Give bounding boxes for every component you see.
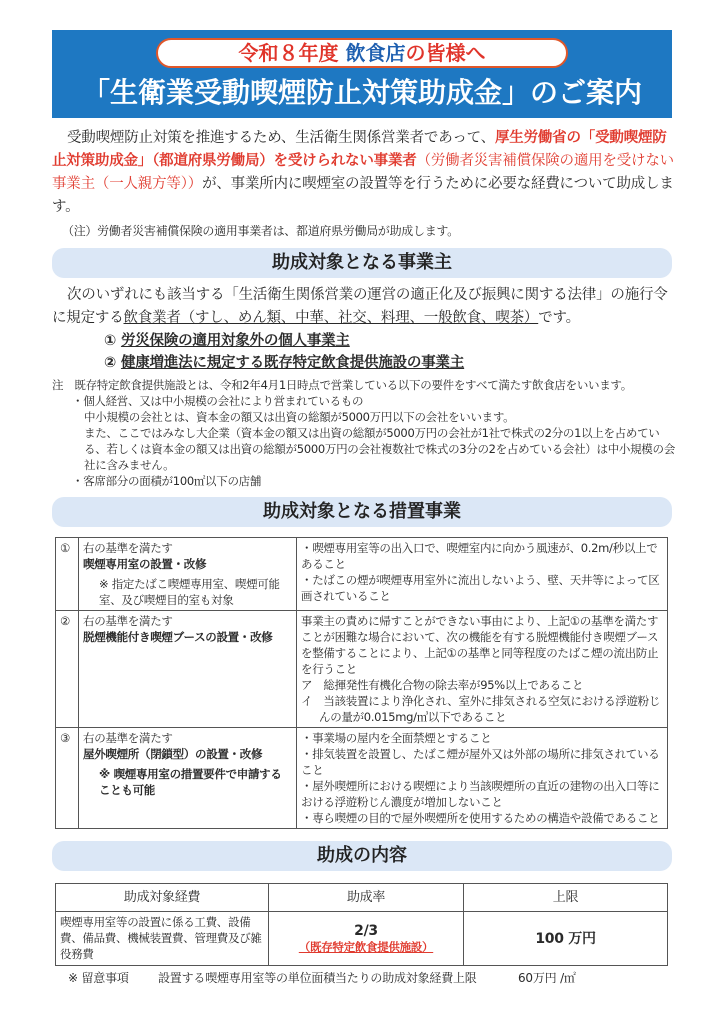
measure-note: ※ 指定たばこ喫煙専用室、喫煙可能室、及び喫煙目的室も対象 — [99, 577, 280, 607]
header-rate: 助成率 — [269, 884, 464, 912]
requirement-1-detail: 中小規模の会社とは、資本金の額又は出資の総額が5000万円以下の会社をいいます。 — [84, 410, 515, 424]
section-bar-measures: 助成対象となる措置事業 — [52, 497, 672, 527]
remark-row — [52, 969, 674, 987]
header-pill — [156, 38, 568, 68]
criterion: ・喫煙専用室等の出入口で、喫煙室内に向かう風速が、0.2m/秒以上であること — [301, 541, 658, 571]
measure-lead: 右の基準を満たす — [83, 731, 173, 745]
table-row — [56, 912, 668, 966]
criterion: ・屋外喫煙所における喫煙により当該喫煙所の直近の建物の出入口等における浮遊粉じん濃度が増加しないこと — [301, 779, 660, 809]
intro-text: 受動喫煙防止対策を推進するため、生活衛生関係営業者であって、 — [67, 130, 495, 146]
intro-paragraph — [52, 127, 674, 219]
criterion: ア 総揮発性有機化合物の除去率が95%以上であること — [301, 678, 584, 692]
note-label: 注 — [52, 378, 64, 392]
item-text: 労災保険の適用対象外の個人事業主 — [120, 333, 350, 349]
criterion: 事業主の責めに帰すことができない事由により、上記①の基準を満たすことが困難な場合において、次の機能を有する脱煙機能付き喫煙ブースを整備することにより、上記①の基準と同等程度のたばこ煙の流出防止を行うこと — [301, 614, 659, 676]
year-label: 令和８年度 — [238, 41, 346, 65]
eligibility-end: です。 — [538, 310, 580, 326]
eligible-business-types: 飲食業者（すし、めん類、中華、社交、料理、一般飲食、喫茶） — [123, 310, 539, 326]
section-bar-eligible-employers: 助成対象となる事業主 — [52, 248, 672, 278]
row-number: ① — [56, 538, 79, 611]
requirement-1-exclusion: また、ここではみなし大企業（資本金の額又は出資の総額が5000万円の会社が1社で株式の2分の1以上を占めている、若しくは資本金の額又は出資の総額が5000万円の会社複数社で株式の3分の2を占めている会社）は中小規模の会社に含みません。 — [84, 426, 675, 472]
header-banner — [52, 30, 672, 118]
row-number: ② — [56, 611, 79, 728]
measure-name: 脱煙機能付き喫煙ブースの設置・改修 — [83, 630, 273, 644]
criteria-cell — [297, 538, 668, 611]
remark-value: 60万円 /㎡ — [518, 971, 576, 985]
rate-cell — [269, 912, 464, 966]
measure-cell — [79, 611, 297, 728]
criterion: ・専ら喫煙の目的で屋外喫煙所を使用するための構造や設備であること — [301, 811, 660, 825]
eligibility-text: 次のいずれにも該当する「生活衛生関係営業の運営の適正化及び振興に関する法律」の施行令に規定する — [52, 287, 668, 326]
item-number: ① — [104, 333, 117, 349]
measure-lead: 右の基準を満たす — [83, 614, 173, 628]
requirement-1: ・個人経営、又は中小規模の会社により営まれているもの — [72, 394, 364, 408]
header-limit: 上限 — [464, 884, 668, 912]
greeting-label: の皆様へ — [405, 41, 486, 65]
header-cost: 助成対象経費 — [56, 884, 269, 912]
eligibility-item — [104, 352, 674, 374]
criteria-cell — [297, 611, 668, 728]
facility-note — [52, 377, 677, 489]
intro-text-2: が、事業所内に喫煙室の設置等を行うために必要な経費について助成します。 — [52, 176, 674, 215]
remark-text: 設置する喫煙専用室等の単位面積当たりの助成対象経費上限 — [158, 971, 477, 985]
section-bar-subsidy: 助成の内容 — [52, 841, 672, 871]
eligibility-paragraph — [52, 284, 674, 330]
eligible-costs: 喫煙専用室等の設置に係る工費、設備費、備品費、機械装置費、管理費及び雑役務費 — [56, 912, 269, 966]
measure-name: 屋外喫煙所（閉鎖型）の設置・改修 — [83, 747, 263, 761]
requirement-2: ・客席部分の面積が100㎡以下の店舗 — [72, 474, 262, 488]
subsidy-table — [55, 883, 668, 966]
item-text: 健康増進法に規定する既存特定飲食提供施設の事業主 — [120, 355, 465, 371]
row-number: ③ — [56, 728, 79, 829]
table-row — [56, 728, 668, 829]
note-text: 既存特定飲食提供施設とは、令和2年4月1日時点で営業している以下の要件をすべて満たす飲食店をいいます。 — [74, 378, 632, 392]
measure-lead: 右の基準を満たす — [83, 541, 173, 555]
measures-table — [55, 537, 668, 829]
measure-cell — [79, 538, 297, 611]
criterion: ・排気装置を設置し、たばこ煙が屋外又は外部の場所に排気されていること — [301, 747, 660, 777]
table-row — [56, 611, 668, 728]
criterion: イ 当該装置により浄化され、室外に排気される空気における浮遊粉じんの量が0.015mg/㎥以下であること — [301, 694, 661, 724]
criterion: ・事業場の屋内を全面禁煙とすること — [301, 731, 492, 745]
measure-cell — [79, 728, 297, 829]
rate-condition: （既存特定飲食提供施設） — [298, 939, 434, 954]
measure-note: ※ 喫煙専用室の措置要件で申請することも可能 — [99, 767, 282, 797]
intro-note: （注）労働者災害補償保険の適用事業者は、都道府県労働局が助成します。 — [62, 224, 459, 238]
table-row — [56, 538, 668, 611]
subsidy-limit: 100 万円 — [464, 912, 668, 966]
table-header-row — [56, 884, 668, 912]
intro-note-red: （労働者災害補償保険の適用を受けない事業主（一人親方等）） — [52, 153, 674, 192]
criterion: ・たばこの煙が喫煙専用室外に流出しないよう、壁、天井等によって区画されていること — [301, 573, 660, 603]
subsidy-rate: 2/3 — [354, 922, 378, 939]
criteria-cell — [297, 728, 668, 829]
audience-label: 飲食店 — [345, 41, 406, 65]
remark-label: ※ 留意事項 — [68, 971, 129, 985]
intro-highlight: 厚生労働省の「受動喫煙防止対策助成金」（都道府県労働局）を受けられない事業者 — [52, 130, 667, 169]
page-title: 「生衛業受動喫煙防止対策助成金」のご案内 — [81, 76, 642, 109]
item-number: ② — [104, 355, 117, 371]
eligibility-item — [104, 330, 674, 352]
measure-name: 喫煙専用室の設置・改修 — [83, 557, 207, 571]
